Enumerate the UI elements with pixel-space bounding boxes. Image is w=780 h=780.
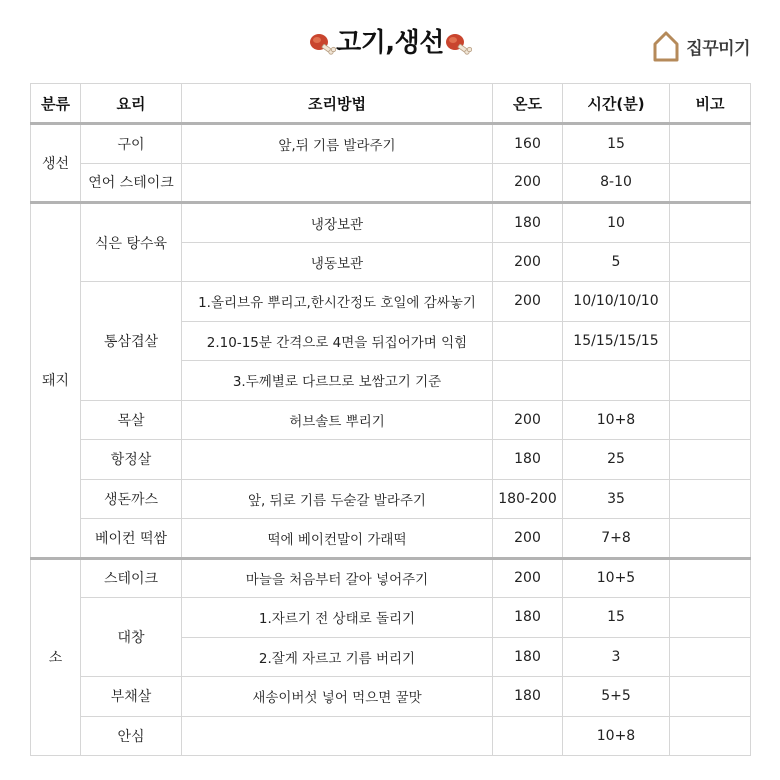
header-temperature: 온도 (493, 84, 563, 124)
table-row (31, 716, 751, 756)
method-cell (182, 716, 493, 756)
note-cell (670, 321, 751, 361)
dish-cell: 목살 (81, 400, 182, 440)
note-cell (670, 440, 751, 480)
temperature-cell: 200 (493, 163, 563, 203)
method-cell: 1.올리브유 뿌리고,한시간정도 호일에 감싸놓기 (182, 282, 493, 322)
dish-cell: 연어 스테이크 (81, 163, 182, 203)
method-cell: 냉동보관 (182, 242, 493, 282)
header-note: 비고 (670, 84, 751, 124)
temperature-cell: 200 (493, 242, 563, 282)
category-cell: 생선 (31, 124, 81, 203)
cooking-table (30, 83, 751, 756)
header-method: 조리방법 (182, 84, 493, 124)
time-cell: 8-10 (563, 163, 670, 203)
table-row (31, 598, 751, 638)
method-cell: 마늘을 처음부터 갈아 넣어주기 (182, 558, 493, 598)
method-cell (182, 440, 493, 480)
time-cell: 35 (563, 479, 670, 519)
note-cell (670, 282, 751, 322)
time-cell: 15 (563, 598, 670, 638)
temperature-cell: 200 (493, 400, 563, 440)
temperature-cell: 200 (493, 558, 563, 598)
table-row (31, 203, 751, 243)
table-row (31, 677, 751, 717)
time-cell: 5 (563, 242, 670, 282)
temperature-cell: 200 (493, 282, 563, 322)
temperature-cell: 200 (493, 519, 563, 559)
header-time: 시간(분) (563, 84, 670, 124)
note-cell (670, 479, 751, 519)
method-cell: 3.두께별로 다르므로 보쌈고기 기준 (182, 361, 493, 401)
temperature-cell: 180 (493, 598, 563, 638)
table-row (31, 282, 751, 322)
method-cell: 떡에 베이컨말이 가래떡 (182, 519, 493, 559)
dish-cell: 스테이크 (81, 558, 182, 598)
dish-cell: 부채살 (81, 677, 182, 717)
note-cell (670, 716, 751, 756)
note-cell (670, 203, 751, 243)
table-row (31, 519, 751, 559)
roasted-meat-icon (444, 31, 472, 55)
table-row (31, 558, 751, 598)
method-cell: 2.10-15분 간격으로 4면을 뒤집어가며 익힘 (182, 321, 493, 361)
time-cell: 15/15/15/15 (563, 321, 670, 361)
method-cell (182, 163, 493, 203)
table-row (31, 479, 751, 519)
temperature-cell (493, 321, 563, 361)
time-cell: 5+5 (563, 677, 670, 717)
time-cell: 10+5 (563, 558, 670, 598)
method-cell: 새송이버섯 넣어 먹으면 꿀맛 (182, 677, 493, 717)
method-cell: 1.자르기 전 상태로 돌리기 (182, 598, 493, 638)
temperature-cell: 180 (493, 637, 563, 677)
temperature-cell: 180-200 (493, 479, 563, 519)
time-cell: 3 (563, 637, 670, 677)
table-row (31, 124, 751, 164)
table-header-row (31, 84, 751, 124)
dish-cell: 대창 (81, 598, 182, 677)
note-cell (670, 361, 751, 401)
temperature-cell: 180 (493, 677, 563, 717)
time-cell: 15 (563, 124, 670, 164)
time-cell: 25 (563, 440, 670, 480)
temperature-cell: 180 (493, 203, 563, 243)
note-cell (670, 637, 751, 677)
note-cell (670, 598, 751, 638)
logo-text: 집꾸미기 (686, 38, 750, 59)
note-cell (670, 400, 751, 440)
dish-cell: 안심 (81, 716, 182, 756)
title-text: 고기,생선 (336, 28, 444, 58)
temperature-cell (493, 716, 563, 756)
time-cell (563, 361, 670, 401)
table-row (31, 400, 751, 440)
method-cell: 앞, 뒤로 기름 두숟갈 발라주기 (182, 479, 493, 519)
time-cell: 10+8 (563, 716, 670, 756)
category-cell: 돼지 (31, 203, 81, 559)
dish-cell: 구이 (81, 124, 182, 164)
note-cell (670, 519, 751, 559)
time-cell: 10/10/10/10 (563, 282, 670, 322)
time-cell: 10 (563, 203, 670, 243)
dish-cell: 식은 탕수육 (81, 203, 182, 282)
house-outline-icon (652, 29, 680, 63)
dish-cell: 베이컨 떡쌈 (81, 519, 182, 559)
note-cell (670, 558, 751, 598)
method-cell: 2.잘게 자르고 기름 버리기 (182, 637, 493, 677)
dish-cell: 항정살 (81, 440, 182, 480)
header-category: 분류 (31, 84, 81, 124)
temperature-cell (493, 361, 563, 401)
temperature-cell: 180 (493, 440, 563, 480)
table-row (31, 163, 751, 203)
method-cell: 허브솔트 뿌리기 (182, 400, 493, 440)
page-header (0, 0, 780, 84)
note-cell (670, 677, 751, 717)
brand-logo (652, 28, 750, 64)
category-cell: 소 (31, 558, 81, 756)
time-cell: 7+8 (563, 519, 670, 559)
dish-cell: 통삼겹살 (81, 282, 182, 401)
roasted-meat-icon (308, 31, 336, 55)
dish-cell: 생돈까스 (81, 479, 182, 519)
header-dish: 요리 (81, 84, 182, 124)
table-row (31, 440, 751, 480)
method-cell: 앞,뒤 기름 발라주기 (182, 124, 493, 164)
method-cell: 냉장보관 (182, 203, 493, 243)
note-cell (670, 163, 751, 203)
time-cell: 10+8 (563, 400, 670, 440)
note-cell (670, 124, 751, 164)
temperature-cell: 160 (493, 124, 563, 164)
note-cell (670, 242, 751, 282)
